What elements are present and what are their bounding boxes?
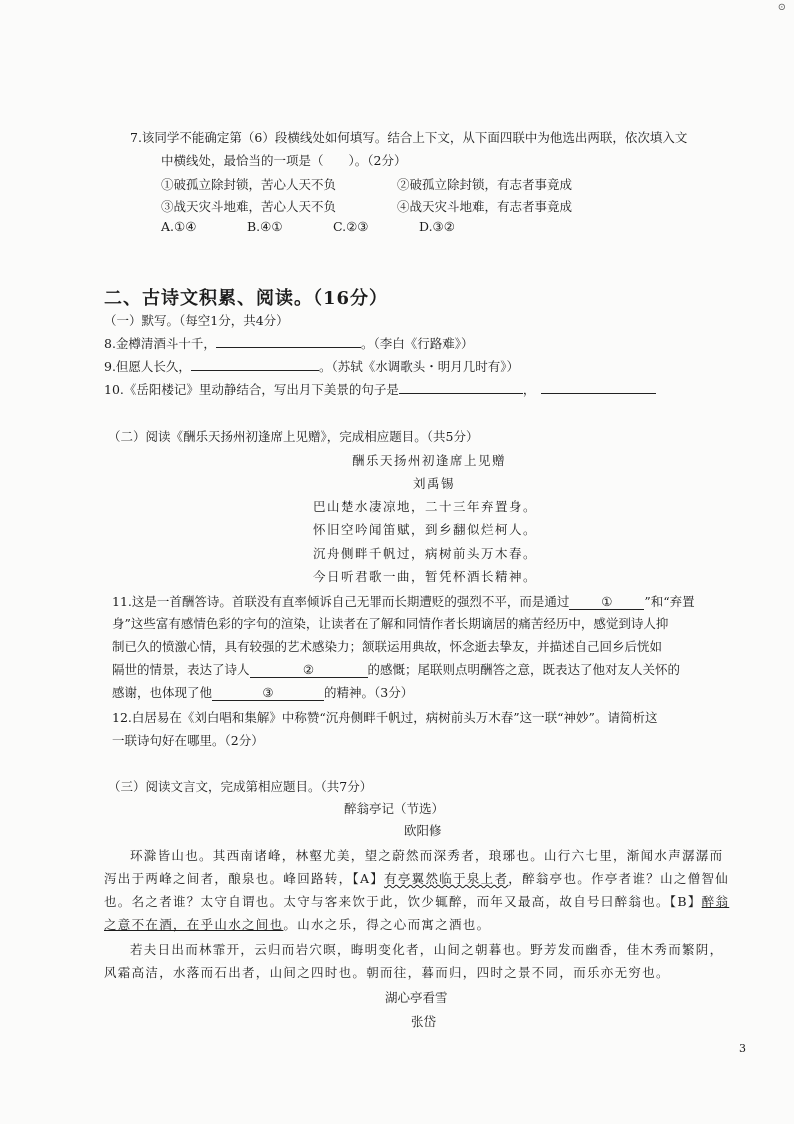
p1-l2-text-a: 泻出于两峰之间者，酿泉也。峰回路转，【A】 xyxy=(104,871,385,886)
q11-blank-2[interactable] xyxy=(250,662,368,678)
essay-p1-line-4 xyxy=(104,915,490,933)
q8-source: 。（李白《行路难》） xyxy=(360,336,474,351)
p1-l4-underlined: 之意不在酒，在乎山水之间也 xyxy=(104,917,284,932)
p1-l3-text: 也。名之者谁？太守自谓也。太守与客来饮于此，饮少辄醉，而年又最高，故自号曰醉翁也。【B】 xyxy=(104,894,702,909)
poem-author: 刘禹锡 xyxy=(413,476,456,491)
essay-p2-line-2: 风霜高洁，水落而石出者，山间之四时也。朝而往，暮而归，四时之景不同，而乐亦无穷也。 xyxy=(104,965,670,980)
q10-prompt: 10.《岳阳楼记》里动静结合，写出月下美景的句子是 xyxy=(104,382,399,397)
q10-blank-1[interactable] xyxy=(399,381,523,394)
q7-choice-d: D.③② xyxy=(419,219,455,234)
q7-choice-a: A.①④ xyxy=(161,219,197,234)
question-8 xyxy=(104,334,473,352)
poem-line-2: 怀旧空吟闻笛赋，到乡翻似烂柯人。 xyxy=(313,522,538,537)
essay-title: 醉翁亭记（节选） xyxy=(344,801,445,816)
poem-line-3: 沉舟侧畔千帆过，病树前头万木春。 xyxy=(313,546,538,561)
q12-line-1: 12.白居易在《刘白唱和集解》中称赞“沉舟侧畔千帆过，病树前头万木春”这一联“神妙”。请简析这 xyxy=(112,710,658,725)
poem-title: 酬乐天扬州初逢席上见赠 xyxy=(352,453,507,468)
q8-prompt: 8.金樽清酒斗十千， xyxy=(104,336,216,351)
q9-source: 。（苏轼《水调歌头・明月几时有》） xyxy=(318,359,519,374)
q7-line1: 7.该同学不能确定第（6）段横线处如何填写。结合上下文，从下面四联中为他选出两联，依次填入文 xyxy=(130,130,688,145)
q11-line-2: 身”这些富有感情色彩的字句的渲染，让读者在了解和同情作者长期谪居的痛苦经历中，感觉到诗人抑 xyxy=(112,616,669,631)
essay-p1-line-3 xyxy=(104,892,729,910)
question-9 xyxy=(104,357,519,375)
part-3-heading: （三）阅读文言文，完成第相应题目。（共7分） xyxy=(108,779,373,794)
q8-blank[interactable] xyxy=(216,335,361,348)
section-2-title: 二、古诗文积累、阅读。（16分） xyxy=(104,288,389,309)
q9-blank[interactable] xyxy=(191,358,319,371)
q11-text-5a: 感谢，也体现了他 xyxy=(112,685,213,700)
q11-text-4b: 的感慨；尾联则点明酬答之意，既表达了他对友人关怀的 xyxy=(367,662,681,677)
essay-author: 欧阳修 xyxy=(404,823,442,838)
p1-l2-text-b: ，醉翁亭也。作亭者谁？山之僧智仙 xyxy=(508,871,730,886)
part-2-heading: （二）阅读《酬乐天扬州初逢席上见赠》，完成相应题目。（共5分） xyxy=(108,429,479,444)
corner-mark: ⊙ xyxy=(777,2,786,13)
q7-option-4: ④战天灾斗地难，有志者事竟成 xyxy=(397,199,573,214)
page-number: 3 xyxy=(739,1042,746,1055)
q7-option-1: ①破孤立除封锁，苦心人天不负 xyxy=(161,177,337,192)
q11-blank-1[interactable] xyxy=(569,594,644,610)
q10-blank-2[interactable] xyxy=(541,381,656,394)
q11-text-1b: ”和“弃置 xyxy=(644,594,695,609)
q11-text-5b: 的精神。（3分） xyxy=(324,685,414,700)
p1-l4-text: 。山水之乐，得之心而寓之酒也。 xyxy=(283,917,491,932)
part-1-heading: （一）默写。（每空1分，共4分） xyxy=(104,313,289,328)
q7-option-3: ③战天灾斗地难，苦心人天不负 xyxy=(161,199,337,214)
q11-line-1 xyxy=(112,592,695,610)
q12-line-2: 一联诗句好在哪里。（2分） xyxy=(112,733,264,748)
q11-blank-1-label: ① xyxy=(601,594,613,609)
q11-blank-2-label: ② xyxy=(302,662,315,677)
essay-p1-line-1: 环滁皆山也。其西南诸峰，林壑尤美，望之蔚然而深秀者，琅琊也。山行六七里，渐闻水声潺潺而 xyxy=(130,848,724,863)
q11-line-3: 制已久的愤激心情，具有较强的艺术感染力；颔联运用典故，怀念逝去挚友，并描述自己回乡后恍如 xyxy=(112,639,663,654)
essay-p2-line-1: 若夫日出而林霏开，云归而岩穴暝，晦明变化者，山间之朝暮也。野芳发而幽香，佳木秀而繁阴， xyxy=(130,942,724,957)
q11-text-1a: 11.这是一首酬答诗。首联没有直率倾诉自己无罪而长期遭贬的强烈不平，而是通过 xyxy=(112,594,570,609)
q7-choice-c: C.②③ xyxy=(333,219,369,234)
p1-l3-underlined: 醉翁 xyxy=(701,894,730,909)
q9-prompt: 9.但愿人长久， xyxy=(104,359,191,374)
q11-blank-3[interactable] xyxy=(212,685,324,701)
q11-blank-3-label: ③ xyxy=(262,685,274,700)
essay-2-title: 湖心亭看雪 xyxy=(385,990,448,1005)
p1-l2-underlined: 有亭翼然临于泉上者 xyxy=(384,871,509,886)
q7-line2: 中横线处，最恰当的一项是（ ）。（2分） xyxy=(161,153,407,168)
poem-line-4: 今日听君歌一曲，暂凭杯酒长精神。 xyxy=(313,569,538,584)
essay-p1-line-2 xyxy=(104,869,729,887)
q10-separator: ， xyxy=(522,382,536,397)
q11-line-5 xyxy=(112,683,413,701)
q7-choice-b: B.④① xyxy=(247,219,283,234)
q11-line-4 xyxy=(112,660,680,678)
poem-line-1: 巴山楚水凄凉地，二十三年弃置身。 xyxy=(313,499,538,514)
essay-2-author: 张岱 xyxy=(411,1014,437,1029)
q11-text-4a: 隔世的情景，表达了诗人 xyxy=(112,662,250,677)
question-10 xyxy=(104,380,656,398)
q7-option-2: ②破孤立除封锁，有志者事竟成 xyxy=(397,177,573,192)
